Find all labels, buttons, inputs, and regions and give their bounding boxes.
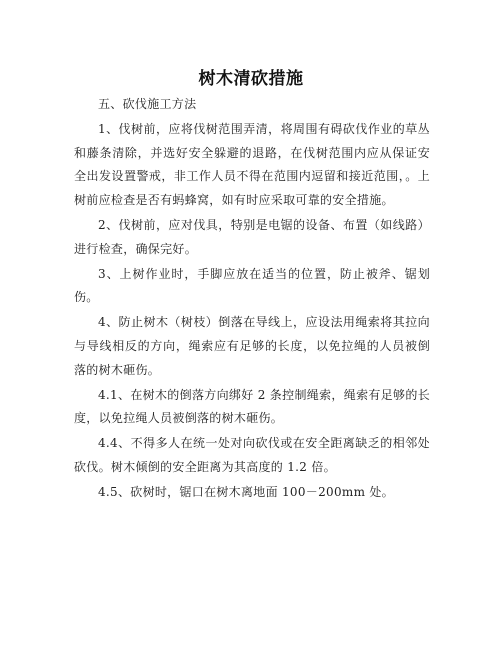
document-title: 树木清砍措施 [198, 69, 304, 89]
paragraph-1: 1、伐树前，应将伐树范围弄清，将周围有碍砍伐作业的草丛和藤条清除，并选好安全躲避的退路，在伐树范围内应从保证安全出发设置警戒，非工作人员不得在范围内逗留和接近范围，。上树前应检查是否有蚂蜂窝，如有时应采取可靠的安全措施。 [74, 122, 430, 207]
paragraph-2: 2、伐树前，应对伐具，特别是电锯的设备、布置（如线路）进行检查，确保完好。 [74, 217, 430, 256]
document-body [74, 93, 430, 506]
paragraph-4-4: 4.4、不得多人在统一处对向砍伐或在安全距离缺乏的相邻处砍伐。树木倾倒的安全距离为其高度的 1.2 倍。 [74, 436, 430, 474]
paragraph-4-5: 4.5、砍树时，锯口在树木离地面 100－200mm 处。 [98, 485, 394, 499]
section-heading: 五、砍伐施工方法 [98, 97, 197, 111]
paragraph-3: 3、上树作业时，手脚应放在适当的位置，防止被斧、锯划伤。 [74, 266, 430, 305]
paragraph-4: 4、防止树木（树枝）倒落在导线上，应设法用绳索将其拉向与导线相反的方向，绳索应有足够的长度，以免拉绳的人员被倒落的树木砸伤。 [74, 315, 430, 377]
paragraph-4-1: 4.1、在树木的倒落方向绑好 2 条控制绳索，绳索有足够的长度，以免拉绳人员被倒落的树木砸伤。 [74, 387, 430, 426]
